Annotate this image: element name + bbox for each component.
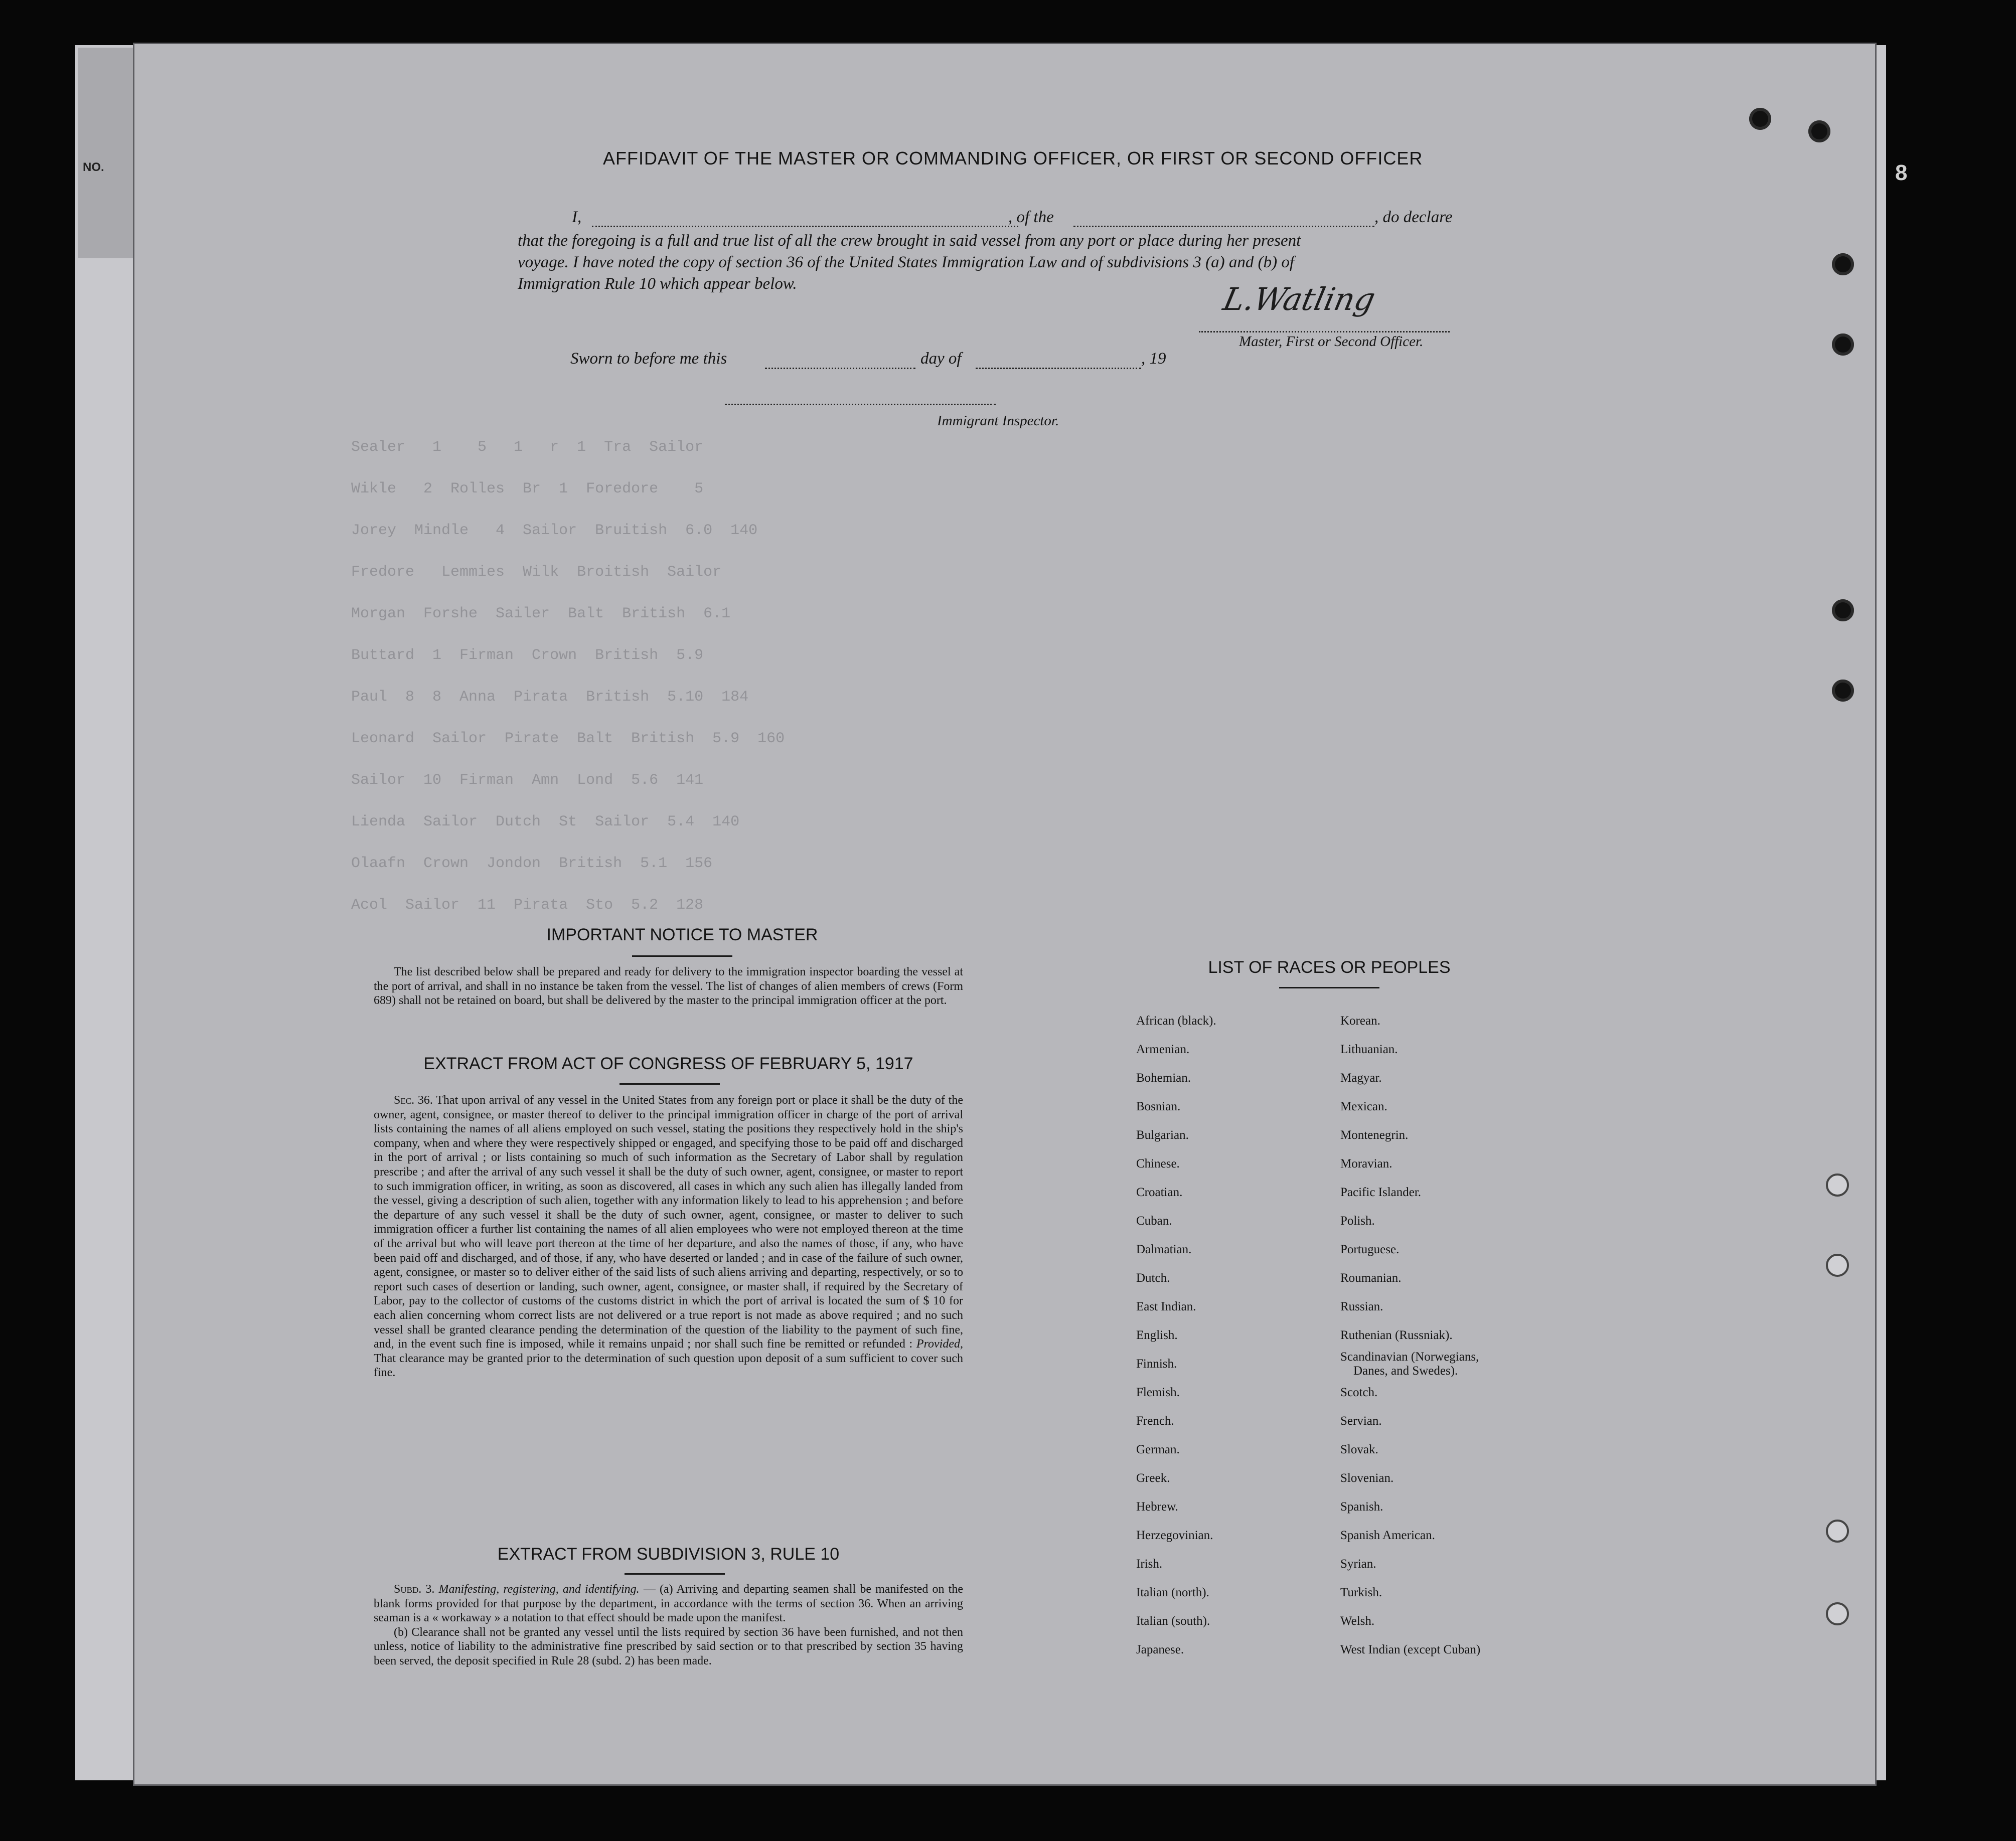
affidavit-line2: that the foregoing is a full and true list of all the crew brought in said vessel from any port or place during her present (518, 232, 1301, 250)
affidavit-title: AFFIDAVIT OF THE MASTER OR COMMANDING OFFICER, OR FIRST OR SECOND OFFICER (603, 148, 1423, 169)
race-item: Japanese. (1136, 1643, 1184, 1656)
punch-hole (1832, 253, 1854, 275)
bleed-line: Paul 8 8 Anna Pirata British 5.10 184 (351, 689, 749, 706)
punch-hole (1826, 1254, 1849, 1277)
subdivision-b: (b) Clearance shall not be granted any vessel until the lists required by section 36 have been furnished, and not then unless, notice of liability to the administrative fine prescribed by said section or to that prescribed by section 35 having been served, the deposit specified in Rule 28 (subd. 2) has been made. (374, 1625, 963, 1667)
race-item: Croatian. (1136, 1186, 1183, 1199)
notice-paragraph: The list described below shall be prepared and ready for delivery to the immigration inspector boarding the vessel at the port of arrival, and shall in no instance be taken from the vessel. The list of changes of alien members of crews (Form 689) shall not be retained on board, but shall be delivered by the master to the principal immigration officer at the port. (374, 965, 963, 1008)
race-item: Korean. (1340, 1014, 1380, 1028)
notice-text (374, 965, 963, 1008)
document-page (134, 44, 1875, 1784)
race-item: Hebrew. (1136, 1500, 1178, 1514)
race-item: Italian (south). (1136, 1614, 1210, 1628)
edge-page-number: 8 (1895, 160, 1908, 185)
punch-hole (1832, 333, 1854, 356)
race-item: Syrian. (1340, 1557, 1376, 1571)
punch-hole (1832, 680, 1854, 702)
race-item: Herzegovinian. (1136, 1529, 1213, 1542)
proviso-label: Provided, (916, 1337, 964, 1351)
race-item: Scotch. (1340, 1386, 1378, 1399)
affidavit-line4: Immigration Rule 10 which appear below. (518, 275, 797, 293)
affidavit-line3: voyage. I have noted the copy of section 36 of the United States Immigration Law and of subdivisions 3 (a) and (b) of (518, 253, 1295, 271)
bleed-line: Sailor 10 Firman Amn Lond 5.6 141 (351, 772, 704, 789)
race-item: Armenian. (1136, 1043, 1190, 1056)
bleed-line: Jorey Mindle 4 Sailor Bruitish 6.0 140 (351, 522, 758, 539)
title-underline (1279, 987, 1379, 988)
race-item: Spanish. (1340, 1500, 1383, 1514)
bleed-line: Lienda Sailor Dutch St Sailor 5.4 140 (351, 813, 740, 830)
subdivision-heading: Manifesting, registering, and identifying. (438, 1583, 640, 1596)
subdivision-a: — (a) Arriving and departing seamen shall be manifested on the blank forms provided for that purpose by the department, in accordance with the terms of section 36. When an arriving seaman is a « workaway » a notation to that effect should be made upon the manifest. (374, 1583, 964, 1625)
affidavit-line1-start: I, (572, 208, 582, 226)
race-item: Slovak. (1340, 1443, 1378, 1456)
punch-hole (1749, 108, 1771, 130)
race-item: Roumanian. (1340, 1271, 1402, 1285)
race-item: Greek. (1136, 1471, 1170, 1485)
bleed-line: Fredore Lemmies Wilk Broitish Sailor (351, 564, 722, 581)
race-item: Finnish. (1136, 1357, 1177, 1371)
bleed-line: Morgan Forshe Sailer Balt British 6.1 (351, 605, 731, 622)
bleed-line: Buttard 1 Firman Crown British 5.9 (351, 647, 704, 664)
bleed-line: Wikle 2 Rolles Br 1 Foredore 5 (351, 480, 704, 497)
race-item: Russian. (1340, 1300, 1383, 1313)
sworn-text: Sworn to before me this (570, 350, 727, 368)
race-item: Turkish. (1340, 1586, 1382, 1599)
edge-no-label: NO. (83, 160, 104, 174)
day-blank (765, 368, 915, 369)
year-text: , 19 (1141, 350, 1166, 368)
race-item: English. (1136, 1328, 1178, 1342)
race-item: Scandinavian (Norwegians, (1340, 1350, 1479, 1364)
race-item: Moravian. (1340, 1157, 1392, 1170)
master-signature: L.Watling (1220, 281, 1379, 317)
affidavit-line1-end: , do declare (1374, 208, 1453, 226)
punch-hole (1826, 1602, 1849, 1625)
race-item: Ruthenian (Russniak). (1340, 1328, 1453, 1342)
race-item: Cuban. (1136, 1214, 1172, 1228)
notice-title: IMPORTANT NOTICE TO MASTER (546, 925, 818, 944)
bleed-line: Sealer 1 5 1 r 1 Tra Sailor (351, 439, 704, 456)
races-title: LIST OF RACES OR PEOPLES (1208, 958, 1451, 977)
race-item: East Indian. (1136, 1300, 1196, 1313)
punch-hole (1832, 599, 1854, 621)
race-item: Italian (north). (1136, 1586, 1209, 1599)
inspector-line (725, 404, 996, 405)
act-title: EXTRACT FROM ACT OF CONGRESS OF FEBRUARY 5, 1917 (423, 1054, 913, 1073)
race-item: West Indian (except Cuban) (1340, 1643, 1481, 1656)
race-item: African (black). (1136, 1014, 1216, 1028)
race-item: Bohemian. (1136, 1071, 1191, 1085)
month-blank (976, 368, 1141, 369)
rule-text (374, 1582, 963, 1668)
section-body: That upon arrival of any vessel in the United States from any foreign port or place it shall be the duty of the owner, agent, consignee, or master thereof to deliver to the principal immigration officer in charge of the port of arrival lists containing the names of all aliens employed on such vessel, stating the positions they respectively hold in the ship's company, when and where they were respectively shipped or engaged, and specifying those to be paid off and discharged in the port of arrival ; or lists containing so much of such information as the Secretary of Labor shall by regulation prescribe ; and after the arrival of any such vessel it shall be the duty of such owner, agent, consignee, or master to report to such immigration officer, in writing, as soon as discovered, all cases in which any such alien has illegally landed from the vessel, giving a description of such alien, together with any information likely to lead to his apprehension ; and before the departure of any such vessel it shall be the duty of such owner, agent, consignee, or master to deliver to such immigration officer a further list containing the names of all alien employees who were not employed thereon at the time of the arrival but who will leave port thereon at the time of her departure, and also the names of those, if any, who have been paid off and discharged, and of those, if any, who have deserted or landed ; and in case of the failure of such owner, agent, consignee, or master so to deliver either of the said lists of such aliens arriving and departing, respectively, or so to report such cases of desertion or landing, such owner, agent, consignee, or master shall, if required by the Secretary of Labor, pay to the collector of customs of the customs district in which the port of arrival is located the sum of $ 10 for each alien concerning whom correct lists are not delivered or a true report is not made as above required ; and no such vessel shall be granted clearance pending the determination of the question of the liability to the payment of such fine, and, in the event such fine is imposed, while it remains unpaid ; nor shall such fine be remitted or refunded : (374, 1094, 963, 1351)
punch-hole (1826, 1520, 1849, 1543)
race-item: Danes, and Swedes). (1353, 1364, 1458, 1378)
race-item: Magyar. (1340, 1071, 1382, 1085)
race-item: Irish. (1136, 1557, 1163, 1571)
bleed-line: Olaafn Crown Jondon British 5.1 156 (351, 855, 713, 872)
race-item: Servian. (1340, 1414, 1382, 1428)
race-item: Spanish American. (1340, 1529, 1435, 1542)
bleed-line: Leonard Sailor Pirate Balt British 5.9 160 (351, 730, 785, 747)
title-underline (625, 1573, 725, 1575)
inspector-label: Immigrant Inspector. (937, 413, 1059, 429)
rule-title: EXTRACT FROM SUBDIVISION 3, RULE 10 (497, 1545, 840, 1564)
signature-line (1199, 331, 1450, 332)
race-item: Bulgarian. (1136, 1128, 1189, 1142)
master-label: Master, First or Second Officer. (1239, 333, 1424, 350)
race-item: Polish. (1340, 1214, 1375, 1228)
title-underline (632, 955, 732, 957)
race-item: French. (1136, 1414, 1174, 1428)
proviso-body: That clearance may be granted prior to the determination of such question upon deposit of a sum sufficient to cover such fine. (374, 1352, 963, 1380)
race-item: Lithuanian. (1340, 1043, 1398, 1056)
race-item: Welsh. (1340, 1614, 1375, 1628)
punch-hole (1826, 1174, 1849, 1197)
race-item: Portuguese. (1340, 1243, 1400, 1256)
punch-hole (1808, 120, 1830, 142)
act-text (374, 1093, 963, 1380)
race-item: Slovenian. (1340, 1471, 1394, 1485)
title-underline (619, 1083, 720, 1085)
race-item: Dalmatian. (1136, 1243, 1192, 1256)
day-of-text: day of (920, 350, 962, 368)
edge-strip (78, 48, 135, 258)
race-item: Bosnian. (1136, 1100, 1181, 1113)
race-item: Pacific Islander. (1340, 1186, 1422, 1199)
race-item: Montenegrin. (1340, 1128, 1409, 1142)
vessel-blank (1073, 226, 1374, 227)
race-item: Chinese. (1136, 1157, 1180, 1170)
race-item: Mexican. (1340, 1100, 1387, 1113)
race-item: Dutch. (1136, 1271, 1170, 1285)
section-label: Sec. 36. (394, 1094, 433, 1107)
race-item: Flemish. (1136, 1386, 1180, 1399)
bleed-line: Acol Sailor 11 Pirata Sto 5.2 128 (351, 897, 704, 914)
race-item: German. (1136, 1443, 1180, 1456)
affidavit-line1-mid: , of the (1008, 208, 1054, 226)
subdivision-label: Subd. 3. (394, 1583, 435, 1596)
name-blank (592, 226, 1018, 227)
